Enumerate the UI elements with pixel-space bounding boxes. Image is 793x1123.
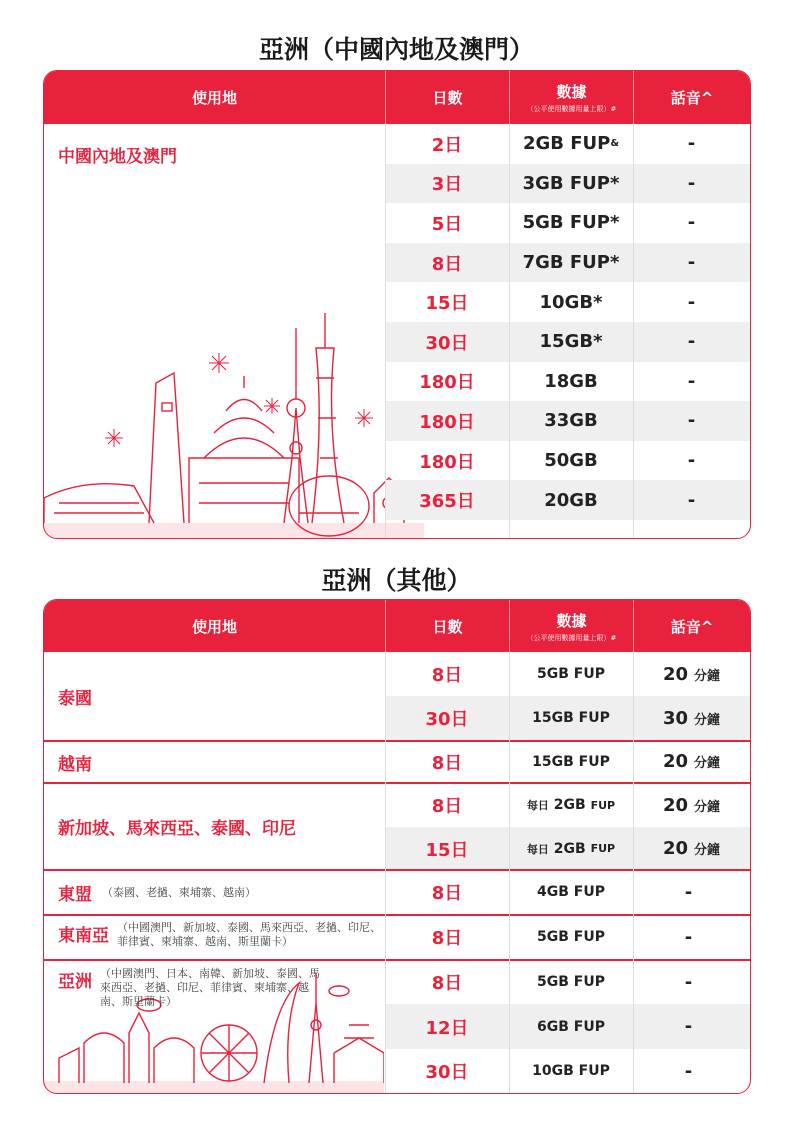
voice-cell: - xyxy=(684,971,693,993)
table-row xyxy=(385,652,750,696)
table-row xyxy=(385,870,750,914)
header-data: 數據 （公平使用數據用量上限）# xyxy=(509,600,633,652)
data-cell: 4GB FUP xyxy=(537,884,605,900)
data-cell: 6GB FUP xyxy=(537,1018,605,1035)
table-row xyxy=(385,203,750,243)
table-row xyxy=(385,827,750,870)
voice-cell: 20 分鐘 xyxy=(662,751,721,772)
data-cell: 5GB FUP xyxy=(537,929,605,945)
days-cell: 180日 xyxy=(419,411,475,433)
table-row xyxy=(385,401,750,441)
days-cell: 8日 xyxy=(431,928,463,949)
table-row xyxy=(385,322,750,362)
data-cell: 15GB FUP xyxy=(532,710,610,726)
asia-other-plan-table xyxy=(43,599,751,1094)
table-row xyxy=(385,1049,750,1093)
days-cell: 30日 xyxy=(425,332,469,354)
table-header xyxy=(44,600,750,652)
data-cell: 15GB FUP xyxy=(532,753,610,770)
days-cell: 8日 xyxy=(431,796,463,817)
data-cell: 2GB FUP & xyxy=(522,133,620,155)
days-cell: 8日 xyxy=(431,973,463,994)
days-cell: 8日 xyxy=(431,665,463,686)
table-row xyxy=(385,243,750,283)
voice-cell: 20 分鐘 xyxy=(662,794,721,816)
days-cell: 180日 xyxy=(419,372,475,394)
section1-title: 亞洲（中國內地及澳門） xyxy=(258,35,534,64)
header-voice: 話音^ xyxy=(633,71,750,124)
table-row xyxy=(385,480,750,520)
voice-cell: - xyxy=(687,212,696,234)
table-row xyxy=(385,1004,750,1049)
days-cell: 15日 xyxy=(425,839,469,861)
days-cell: 12日 xyxy=(425,1017,469,1039)
data-cell: 10GB * xyxy=(539,291,603,313)
days-cell: 30日 xyxy=(425,709,469,730)
table-row xyxy=(385,362,750,402)
data-cell: 5GB FUP * xyxy=(522,212,620,234)
voice-cell: - xyxy=(687,331,696,353)
voice-cell: - xyxy=(687,172,696,194)
days-cell: 30日 xyxy=(425,1062,469,1083)
header-days: 日數 xyxy=(385,71,509,124)
voice-cell: - xyxy=(684,881,693,903)
voice-cell: - xyxy=(687,410,696,432)
data-cell: 5GB FUP xyxy=(537,974,605,990)
table-header xyxy=(44,71,750,124)
data-cell: 20GB xyxy=(544,489,598,511)
region-sg-my-th-id: 新加坡、馬來西亞、泰國、印尼 xyxy=(58,819,296,839)
region-vietnam: 越南 xyxy=(58,754,92,775)
data-cell: 每日 2GB FUP xyxy=(526,797,616,813)
data-cell: 3GB FUP * xyxy=(522,172,620,194)
table-row xyxy=(385,915,750,959)
days-cell: 8日 xyxy=(431,883,463,904)
table-row xyxy=(385,282,750,322)
days-cell: 8日 xyxy=(431,752,463,774)
china-macau-plan-table xyxy=(43,70,751,539)
data-cell: 5GB FUP xyxy=(537,666,605,682)
location-china-macau: 中國內地及澳門 xyxy=(58,146,177,167)
header-data: 數據 （公平使用數據用量上限）# xyxy=(509,71,633,124)
days-cell: 2日 xyxy=(431,134,463,156)
data-cell: 10GB FUP xyxy=(532,1063,610,1079)
days-cell: 15日 xyxy=(425,293,469,315)
region-asean: 東盟 （泰國、老撾、柬埔寨、越南） xyxy=(58,885,256,905)
data-cell: 50GB xyxy=(544,450,598,472)
voice-cell: - xyxy=(684,926,693,948)
china-skyline-illustration xyxy=(44,308,424,538)
voice-cell: 20 分鐘 xyxy=(662,838,721,859)
voice-cell: - xyxy=(687,291,696,313)
region-thailand: 泰國 xyxy=(58,689,92,709)
data-cell: 7GB FUP * xyxy=(522,252,620,274)
voice-cell: - xyxy=(684,1060,693,1082)
header-location: 使用地 xyxy=(191,617,237,636)
section2-title: 亞洲（其他） xyxy=(321,566,472,595)
days-cell: 5日 xyxy=(431,213,463,235)
voice-cell: - xyxy=(687,450,696,472)
voice-cell: - xyxy=(687,252,696,274)
days-cell: 180日 xyxy=(419,451,475,473)
data-cell: 15GB * xyxy=(539,331,603,353)
voice-cell: - xyxy=(687,370,696,392)
table-row xyxy=(385,783,750,827)
voice-cell: - xyxy=(687,489,696,511)
table-row xyxy=(385,960,750,1004)
table-row xyxy=(385,124,750,164)
table-row xyxy=(385,441,750,481)
voice-cell: 30 分鐘 xyxy=(662,707,721,729)
header-days: 日數 xyxy=(385,600,509,652)
data-cell: 33GB xyxy=(544,410,598,432)
days-cell: 3日 xyxy=(431,174,463,196)
region-asia: 亞洲 （中國澳門、日本、南韓、新加坡、泰國、馬來西亞、老撾、印尼、菲律賓、柬埔寨、越南、斯里蘭卡） xyxy=(58,967,320,1008)
header-voice: 話音^ xyxy=(633,600,750,652)
region-southeast-asia: 東南亞 （中國澳門、新加坡、泰國、馬來西亞、老撾、印尼、菲律賓、柬埔寨、越南、斯里蘭卡） xyxy=(58,921,381,948)
table-row xyxy=(385,741,750,782)
days-cell: 8日 xyxy=(431,253,463,275)
voice-cell: 20 分鐘 xyxy=(662,663,721,685)
data-cell: 每日 2GB FUP xyxy=(526,840,616,857)
table-row xyxy=(385,164,750,204)
data-cell: 18GB xyxy=(544,370,598,392)
header-location: 使用地 xyxy=(191,89,237,107)
voice-cell: - xyxy=(684,1016,693,1037)
voice-cell: - xyxy=(687,133,696,155)
days-cell: 365日 xyxy=(419,491,475,513)
table-row xyxy=(385,696,750,740)
